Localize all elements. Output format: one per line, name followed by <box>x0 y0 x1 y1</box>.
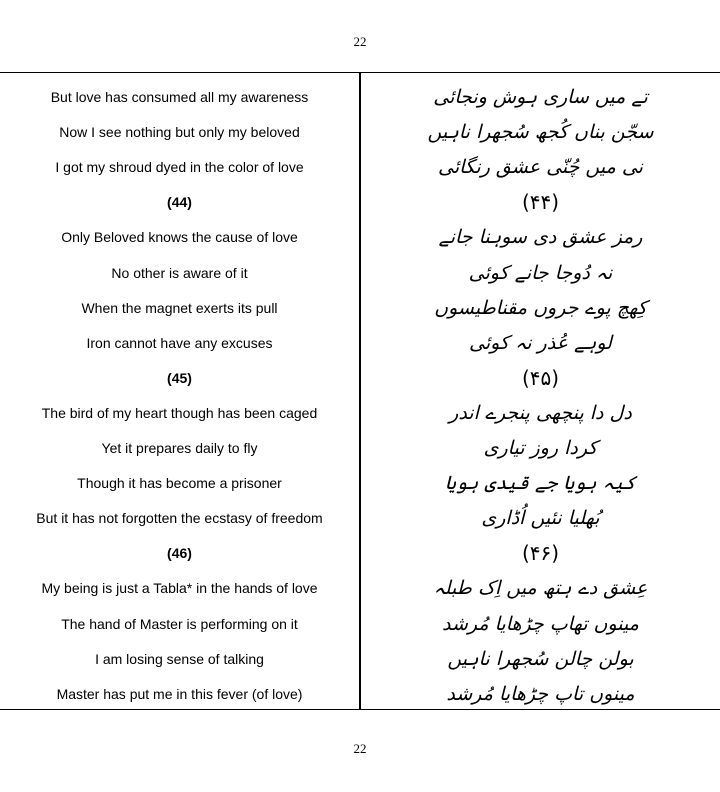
punjabi-line: نہ دُوجا جانے کوئی <box>468 261 613 284</box>
verse-row <box>0 80 720 115</box>
page-number-bottom: 22 <box>353 741 367 756</box>
verse-row <box>0 431 720 466</box>
verse-row <box>0 291 720 326</box>
verse-row <box>0 607 720 642</box>
english-line: Iron cannot have any excuses <box>86 334 273 351</box>
english-line: I got my shroud dyed in the color of love <box>55 159 304 176</box>
english-line: Master has put me in this fever (of love) <box>56 685 303 702</box>
punjabi-line: مینوں تھاپ چڑھایا مُرشد <box>442 612 639 635</box>
punjabi-line: کردا روز تیاری <box>483 437 598 459</box>
verse-row <box>0 220 720 255</box>
punjabi-line: عِشق دے ہتھ میں اِک طبلہ <box>433 577 648 600</box>
verse-row <box>0 115 720 150</box>
verse-number-english: (44) <box>167 194 192 211</box>
punjabi-line: رمز عشق دی سوہنا جانے <box>438 226 643 249</box>
punjabi-line: بولن چالن سُجھرا ناہیں <box>447 647 634 670</box>
translation-table <box>0 72 720 710</box>
punjabi-line: تے میں ساری ہوش ونجائی <box>433 86 648 108</box>
verse-number-punjabi: (۴۵) <box>521 365 560 390</box>
verse-row <box>0 501 720 536</box>
verse-number-punjabi: (۴۶) <box>521 541 560 566</box>
english-line: I am losing sense of talking <box>95 650 264 667</box>
english-line: The bird of my heart though has been caged <box>41 404 318 421</box>
verse-row <box>0 642 720 677</box>
punjabi-line: دل دا پنچھی پنجرے اندر <box>449 401 632 424</box>
punjabi-line: لوہے عُذر نہ کوئی <box>469 331 612 354</box>
verse-row <box>0 571 720 606</box>
english-line: My being is just a Tabla* in the hands of love <box>41 580 318 597</box>
punjabi-line: نی میں چُنّی عشق رنگائی <box>438 156 643 179</box>
punjabi-line: سجّن بناں کُجھ سُجھرا ناہیں <box>427 121 654 144</box>
verse-row <box>0 396 720 431</box>
punjabi-line: کِھچ پوے جروں مقناطیسوں <box>434 296 647 319</box>
verse-number-english: (45) <box>167 369 192 386</box>
english-line: No other is aware of it <box>111 264 248 281</box>
verse-number-punjabi: (۴۴) <box>521 190 560 215</box>
verse-heading-row <box>0 185 720 220</box>
english-line: Now I see nothing but only my beloved <box>59 124 300 141</box>
english-line: But love has consumed all my awareness <box>50 89 309 105</box>
punjabi-line: کیہ ہویا جے قیدی ہویا <box>444 472 637 495</box>
punjabi-line: مینوں تاپ چڑھایا مُرشد <box>446 682 635 705</box>
verse-row <box>0 466 720 501</box>
english-line: But it has not forgotten the ecstasy of freedom <box>36 510 323 527</box>
verse-row <box>0 677 720 712</box>
verse-heading-row <box>0 536 720 571</box>
punjabi-line: بُھلیا نئیں اُڈاری <box>481 507 600 530</box>
english-line: Only Beloved knows the cause of love <box>61 229 298 246</box>
verse-row <box>0 150 720 185</box>
verse-row <box>0 326 720 361</box>
page-number-top: 22 <box>353 34 367 49</box>
verse-row <box>0 256 720 291</box>
english-line: Yet it prepares daily to fly <box>101 440 258 456</box>
verse-number-english: (46) <box>167 545 192 562</box>
english-line: The hand of Master is performing on it <box>61 615 298 632</box>
english-line: Though it has become a prisoner <box>77 475 282 492</box>
verse-heading-row <box>0 361 720 396</box>
english-line: When the magnet exerts its pull <box>81 299 278 316</box>
